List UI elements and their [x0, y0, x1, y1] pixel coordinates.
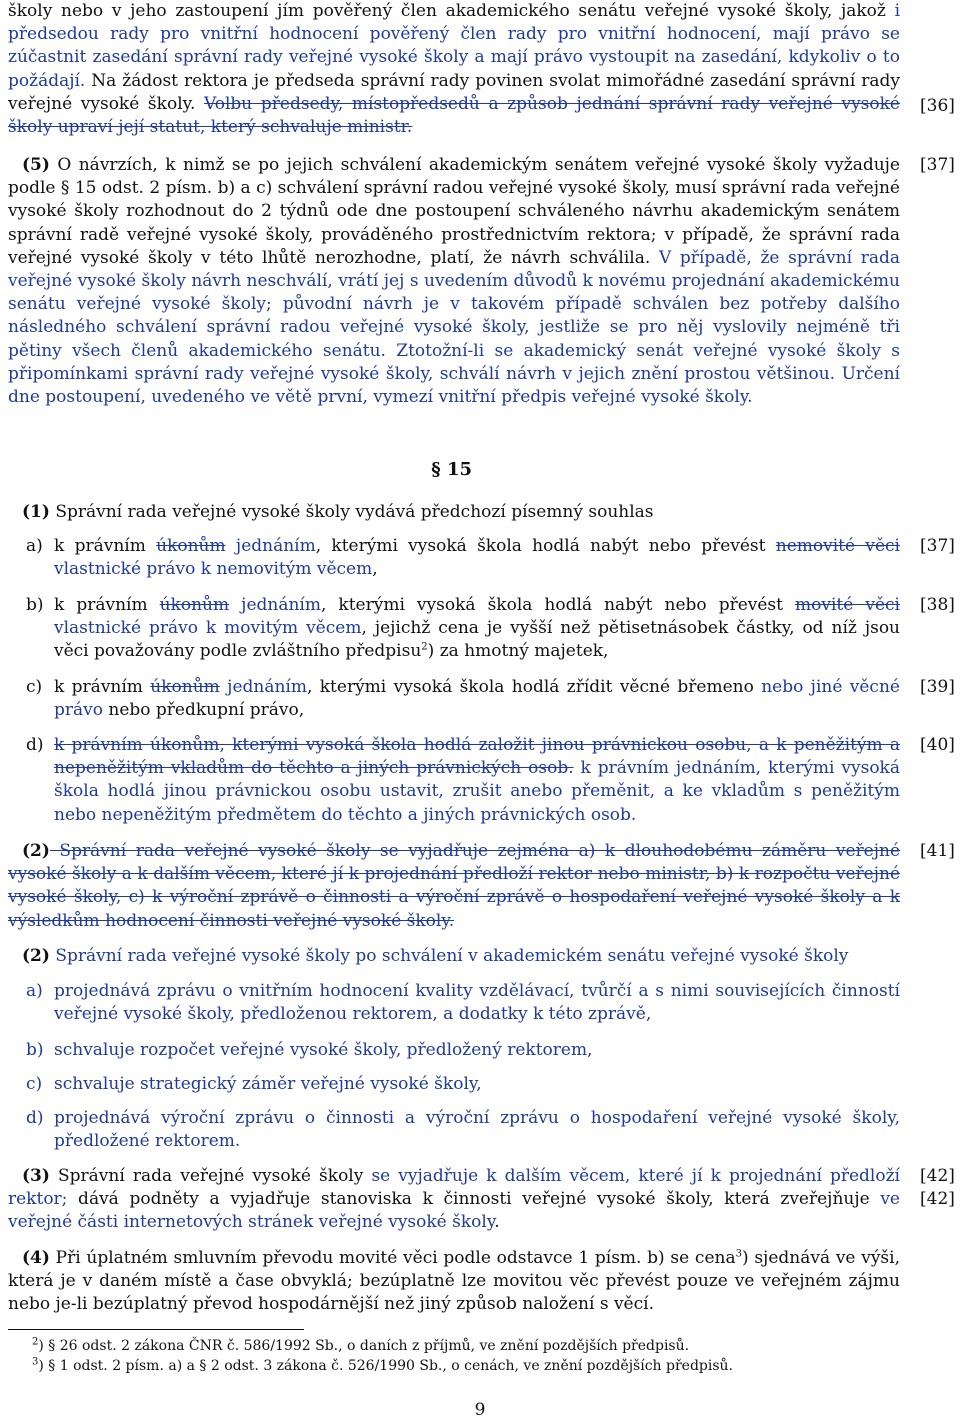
- margin-note: [37]: [920, 536, 955, 556]
- inserted-text: nebo jiné věcné právo: [54, 677, 900, 721]
- inserted-text: Správní rada veřejné vysoké školy po schválení v akademickém senátu veřejné vysoké školy: [49, 946, 849, 966]
- deleted-text: Volbu předsedy, místopředsedů a způsob jednání správní rady veřejné vysoké školy upraví její statut, který schvaluje ministr.: [8, 93, 900, 138]
- margin-note: [39]: [920, 677, 955, 697]
- paragraph-number: (1): [22, 502, 50, 522]
- text: .: [494, 1212, 500, 1233]
- deleted-text: Správní rada veřejné vysoké školy se vyjadřuje zejména a) k dlouhodobému záměru veřejné vysoké školy a k dalším věcem, které jí k projednání předloží rektor nebo ministr, b) k rozpočtu veřejné vysoké školy, c) k výroční zprávě o činnosti a výroční zprávě o hospodaření veřejné vysoké školy a k výsledkům hodnocení činnosti veřejné vysoké školy.: [8, 841, 900, 931]
- inserted-text: projednává zprávu o vnitřním hodnocení kvality vzdělávací, tvůrčí a s nimi souvisejících činností veřejné vysoké školy, předloženou rektorem, a dodatky k této zprávě,: [54, 981, 900, 1025]
- paragraph-5: [8, 154, 900, 409]
- list-item-new-c: [8, 1073, 900, 1096]
- margin-note: [40]: [920, 735, 955, 755]
- paragraph-2-new: [8, 945, 900, 968]
- text: Správní rada veřejné vysoké školy: [49, 1166, 372, 1186]
- margin-note: [36]: [920, 96, 955, 116]
- text: , kterými vysoká škola hodlá nabýt nebo převést: [315, 536, 776, 556]
- text: ) sjednává ve výši, která je v daném místě a čase obvyklá; bezúplatně lze movitou věc převést pouze ve veřejném zájmu nebo je-li bezúplatný převod hospodárnější než jiný způsob naložení s věcí.: [8, 1248, 900, 1315]
- page-number: 9: [474, 1400, 486, 1420]
- footnote-text: ) § 1 odst. 2 písm. a) a § 2 odst. 3 zákona č. 526/1990 Sb., o cenách, ve znění pozdějších předpisů.: [38, 1358, 733, 1374]
- list-item-new-b: [8, 1039, 900, 1062]
- list-item-new-a: [8, 980, 900, 1026]
- paragraph-continuation: [8, 0, 900, 139]
- text: , kterými vysoká škola hodlá zřídit věcné břemeno: [306, 677, 762, 697]
- section-title: § 15: [431, 459, 472, 480]
- text: k právním: [54, 536, 157, 556]
- footnote-ref: 3: [735, 1248, 742, 1260]
- deleted-text: úkonům: [159, 595, 230, 615]
- inserted-text: V případě, že správní rada veřejné vysoké školy návrh neschválí, vrátí jej s uvedením důvodů k novému projednání akademickému senátu veřejné vysoké školy; původní návrh je v takovém případě schválen bez potřeby dalšího následného schválení správní radou veřejné vysoké školy, jestliže se pro něj vyslovily nejméně tři pětiny všech členů akademického senátu. Ztotožní-li se akademický senát veřejné vysoké školy s připomínkami správní rady veřejné vysoké školy, schválí návrh v jejich znění prostou většinou. Určení dne postoupení, uvedeného ve větě první, vymezí vnitřní předpis veřejné vysoké školy.: [8, 247, 900, 408]
- list-item-c: [8, 676, 900, 722]
- text-line: školy nebo v jeho zastoupení jím pověřený člen akademického senátu veřejné vysoké školy, jakož: [8, 1, 886, 21]
- inserted-text: se vyjadřuje k dalším věcem, které jí k projednání předloží rektor;: [8, 1166, 900, 1210]
- text: Na žádost rektora je předseda správní rady povinen svolat mimořádné zasedání správní rady veřejné vysoké školy.: [8, 70, 900, 114]
- paragraph-2-deleted: [8, 840, 900, 933]
- paragraph-4: [8, 1247, 900, 1317]
- text: k právním: [54, 595, 160, 615]
- paragraph-number: (2): [22, 841, 50, 861]
- list-item-b: [8, 594, 900, 664]
- inserted-text: k právním jednáním, kterými vysoká škola hodlá jinou právnickou osobu ustavit, zrušit anebo přeměnit, a ke vkladům s peněžitým nebo nepeněžitým předmětem do těchto a jiných právnických osob.: [54, 758, 900, 825]
- inserted-text: ve veřejné části internetových stránek veřejné vysoké školy: [8, 1189, 900, 1233]
- deleted-text: movité věci: [795, 595, 900, 615]
- text: ,: [372, 559, 378, 580]
- text: , jejichž cena je vyšší než pětisetnásobek částky, od níž jsou věci považovány podle zvláštního předpisu: [54, 618, 901, 662]
- footnote-2: [32, 1336, 689, 1356]
- inserted-text: schvaluje strategický záměr veřejné vysoké školy,: [54, 1074, 482, 1094]
- inserted-text: vlastnické právo k nemovitým věcem: [54, 559, 373, 580]
- inserted-text: jednáním: [229, 595, 321, 615]
- text: , kterými vysoká škola hodlá nabýt nebo převést: [320, 595, 796, 615]
- text: nebo předkupní právo,: [102, 700, 305, 721]
- inserted-text: jednáním: [219, 677, 307, 697]
- text: k právním: [54, 677, 151, 697]
- deleted-text: úkonům: [150, 677, 220, 697]
- list-item-a: [8, 535, 900, 581]
- margin-note: [37]: [920, 155, 955, 175]
- text: ) za hmotný majetek,: [427, 641, 609, 662]
- inserted-text: jednáním: [225, 536, 316, 556]
- text: Při úplatném smluvním převodu movité věci podle odstavce 1 písm. b) se cena: [49, 1248, 736, 1268]
- item-label: b): [26, 1040, 44, 1060]
- footnote-rule: [8, 1329, 304, 1330]
- list-item-new-d: [8, 1107, 900, 1153]
- footnote-text: ) § 26 odst. 2 zákona ČNR č. 586/1992 Sb., o daních z příjmů, ve znění pozdějších předpisů.: [38, 1338, 690, 1354]
- text: dává podněty a vyjadřuje stanoviska k činnosti veřejné vysoké školy, která zveřejňuje: [67, 1189, 881, 1210]
- footnote-ref: 2: [421, 641, 428, 653]
- item-label: d): [26, 735, 44, 755]
- item-label: b): [26, 595, 44, 615]
- footnote-mark: 2: [32, 1336, 39, 1348]
- deleted-text: k právním úkonům, kterými vysoká škola hodlá založit jinou právnickou osobu, a k peněžitým a nepeněžitým vkladům do těchto a jiných právnických osob.: [54, 735, 900, 779]
- paragraph-number: (2): [22, 946, 50, 966]
- text: Správní rada veřejné vysoké školy vydává předchozí písemný souhlas: [49, 502, 654, 522]
- deleted-text: úkonům: [156, 536, 226, 556]
- item-label: c): [26, 677, 43, 697]
- margin-note: [42]: [920, 1189, 955, 1209]
- list-item-d: [8, 734, 900, 827]
- paragraph-number: (4): [22, 1248, 50, 1268]
- item-label: a): [26, 981, 43, 1001]
- margin-note: [41]: [920, 841, 955, 861]
- margin-note: [38]: [920, 595, 955, 615]
- paragraph-number: (3): [22, 1166, 50, 1186]
- inserted-text: schvaluje rozpočet veřejné vysoké školy, předložený rektorem,: [54, 1040, 593, 1060]
- deleted-text: nemovité věci: [775, 536, 900, 556]
- paragraph-number: (5): [22, 155, 50, 175]
- inserted-text: i předsedou rady pro vnitřní hodnocení pověřený člen rady pro vnitřní hodnocení, mají právo se zúčastnit zasedání správní rady veřejné vysoké školy a mají právo vystoupit na zasedání, kdykoliv o to požádají.: [8, 1, 900, 91]
- footnote-3: [32, 1356, 733, 1376]
- inserted-text: vlastnické právo k movitým věcem: [54, 618, 362, 639]
- item-label: c): [26, 1074, 43, 1094]
- text: O návrzích, k nimž se po jejich schválení akademickým senátem veřejné vysoké školy vyžaduje podle § 15 odst. 2 písm. b) a c) schválení správní radou veřejné vysoké školy, musí správní rada veřejné vysoké školy rozhodnout do 2 týdnů ode dne postoupení schváleného návrhu akademickým senátem správní radě veřejné vysoké školy, prováděného prostřednictvím rektora; v případě, že správní rada veřejné vysoké školy v této lhůtě nerozhodne, platí, že návrh schválila.: [8, 155, 900, 268]
- item-label: d): [26, 1108, 44, 1128]
- margin-note: [42]: [920, 1166, 955, 1186]
- footnote-mark: 3: [32, 1356, 39, 1368]
- item-label: a): [26, 536, 43, 556]
- inserted-text: projednává výroční zprávu o činnosti a výroční zprávu o hospodaření veřejné vysoké školy, předložené rektorem.: [54, 1108, 900, 1152]
- paragraph-3: [8, 1165, 900, 1235]
- paragraph-1: [8, 501, 900, 524]
